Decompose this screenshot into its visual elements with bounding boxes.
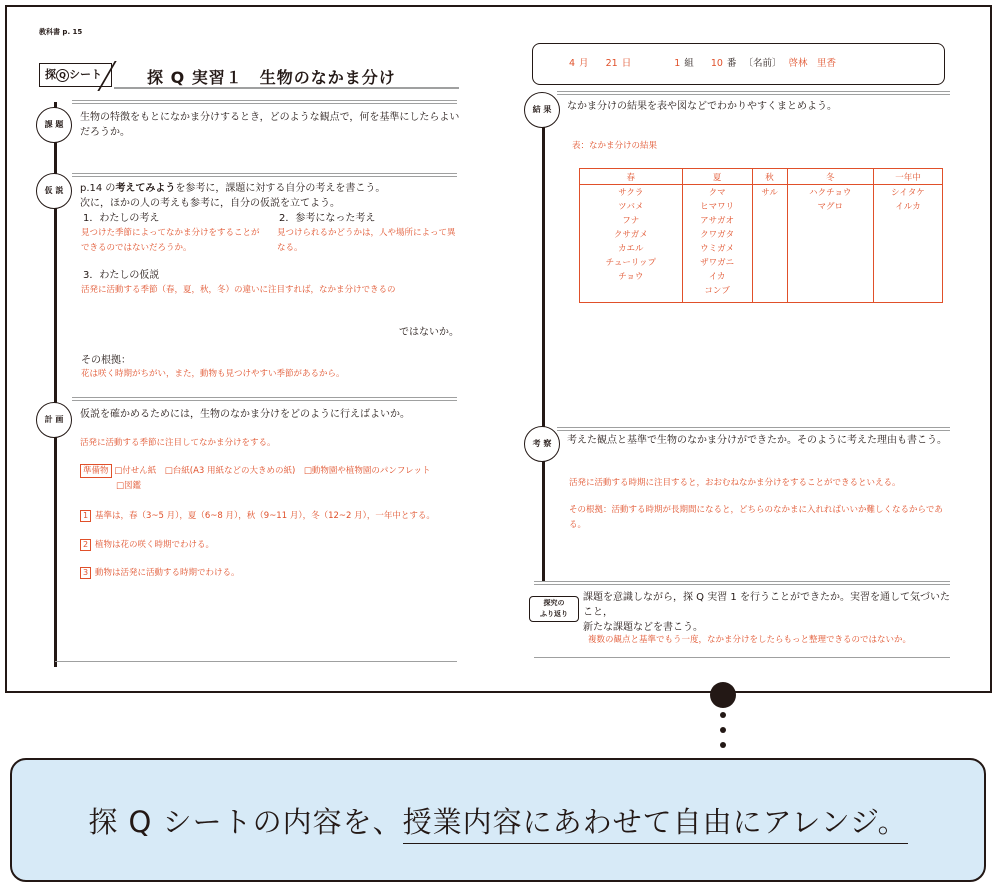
connector-dot — [720, 742, 726, 748]
step-number: 2 — [80, 539, 91, 551]
table-cell: サル — [752, 185, 787, 303]
plan-step: 1 基準は，春（3~5 月），夏（6~8 月），秋（9~11 月），冬（12~2 月），一年中とする。 — [80, 509, 460, 524]
issue-text: 生物の特徴をもとになかま分けするとき，どのような観点で，何を基準にしたらよいだろうか。 — [80, 112, 460, 138]
header-underline — [114, 87, 459, 89]
table-caption: 表：なかま分けの結果 — [572, 141, 658, 151]
divider — [72, 173, 457, 177]
column-header: 夏 — [682, 169, 752, 185]
discussion-answer: 活発に活動する時期に注目すると，おおむねなかま分けをすることができるといえる。 — [569, 478, 901, 488]
student-name: 啓林 里香 — [788, 58, 837, 69]
prep-tag: 準備物 — [80, 464, 112, 478]
bottom-rule — [534, 657, 950, 658]
caption-text: 探 Q シートの内容を、授業内容にあわせて自由にアレンジ。 — [12, 800, 984, 841]
name-row: 4 月 21 日 1 組 10 番 〔名前〕 啓林 里香 — [532, 43, 945, 85]
results-table — [579, 168, 943, 303]
worksheet-spread — [5, 5, 992, 693]
reflection-tag: 探究の ふり返り — [529, 596, 579, 622]
column-header: 一年中 — [873, 169, 942, 185]
column-header: 春 — [580, 169, 683, 185]
table-header-row — [580, 169, 943, 185]
plan-question: 仮説を確かめるためには，生物のなかま分けをどのように行えばよいか。 — [80, 409, 410, 420]
discussion-label: 考 察 — [524, 426, 560, 462]
table-cell: シイタケ イルカ — [873, 185, 942, 303]
issue-label: 課 題 — [36, 107, 72, 143]
connector-dot — [720, 727, 726, 733]
hypothesis-instruction: p.14 の考えてみようを参考に，課題に対する自分の考えを書こう。 次に，ほかの人の考えも参考に，自分の仮説を立てよう。 — [80, 183, 386, 209]
ref-idea-answer: 見つけられるかどうかは，人や場所によって異なる。 — [277, 228, 456, 253]
basis-answer: 花は咲く時期がちがい，また，動物も見つけやすい季節があるから。 — [81, 369, 345, 379]
caption-emphasis: 授業内容にあわせて自由にアレンジ。 — [403, 805, 908, 844]
my-idea-answer: 見つけた季節によってなかま分けをすることができるのではないだろうか。 — [81, 228, 260, 253]
caption-box — [10, 758, 986, 882]
sheet-header — [39, 59, 459, 89]
plan-step: 3 動物は活発に活動する時期でわける。 — [80, 566, 460, 581]
page-title: 探 Q 実習１ 生物のなかま分け — [147, 68, 396, 87]
column-header: 秋 — [752, 169, 787, 185]
prep-materials: 準備物 □付せん紙 □台紙(A3 用紙などの大きめの紙) □動物園や植物園のパンフレット □図鑑 — [80, 464, 460, 494]
table-cell: クマ ヒマワリ アサガオ クワガタ ウミガメ ザワガニ イカ コンブ — [682, 185, 752, 303]
divider — [557, 91, 950, 95]
my-hypothesis-label: 3．わたしの仮説 — [83, 270, 160, 281]
my-idea-label: 1．わたしの考え — [83, 213, 160, 224]
step-number: 3 — [80, 567, 91, 579]
connector-dot — [710, 682, 736, 708]
right-timeline — [542, 102, 545, 582]
textbook-reference: 教科書 p. 15 — [39, 28, 83, 36]
table-cell: サクラ ツバメ フナ クサガメ カエル チューリップ チョウ — [580, 185, 683, 303]
hypothesis-label: 仮 説 — [36, 173, 72, 209]
divider — [557, 427, 950, 431]
divider — [72, 397, 457, 401]
column-header: 冬 — [787, 169, 873, 185]
basis-label: その根拠： — [81, 355, 131, 366]
results-label: 結 果 — [524, 92, 560, 128]
discussion-prompt: 考えた観点と基準で生物のなかま分けができたか。そのように考えた理由も書こう。 — [567, 435, 947, 446]
divider — [534, 581, 950, 585]
plan-step: 2 植物は花の咲く時期でわける。 — [80, 538, 460, 553]
q-circle-icon: Q — [56, 69, 69, 82]
plan-label: 計 画 — [36, 402, 72, 438]
reflection-answer: 複数の観点と基準でもう一度，なかま分けをしたらもっと整理できるのではないか。 — [588, 635, 912, 645]
reflection-prompt: 課題を意識しながら，探 Q 実習 1 を行うことができたか。実習を通して気づいたこと， 新たな課題などを書こう。 — [583, 592, 950, 633]
tanq-sheet-logo: 探 Q シート — [39, 63, 112, 87]
hypothesis-ending: ではないか。 — [399, 327, 459, 338]
discussion-basis: その根拠：活動する時期が長期間になると，どちらのなかまに入れればいいか難しくなるからである。 — [569, 505, 943, 530]
connector-dot — [720, 712, 726, 718]
step-number: 1 — [80, 510, 91, 522]
results-prompt: なかま分けの結果を表や図などでわかりやすくまとめよう。 — [567, 101, 837, 112]
bottom-rule — [55, 661, 457, 662]
my-hypothesis-answer: 活発に活動する季節（春，夏，秋，冬）の違いに注目すれば，なかま分けできるの — [81, 285, 396, 295]
divider — [72, 100, 457, 104]
plan-answer: 活発に活動する季節に注目してなかま分けをする。 — [80, 438, 276, 448]
table-cell: ハクチョウ マグロ — [787, 185, 873, 303]
ref-idea-label: 2．参考になった考え — [279, 213, 376, 224]
table-row — [580, 185, 943, 303]
